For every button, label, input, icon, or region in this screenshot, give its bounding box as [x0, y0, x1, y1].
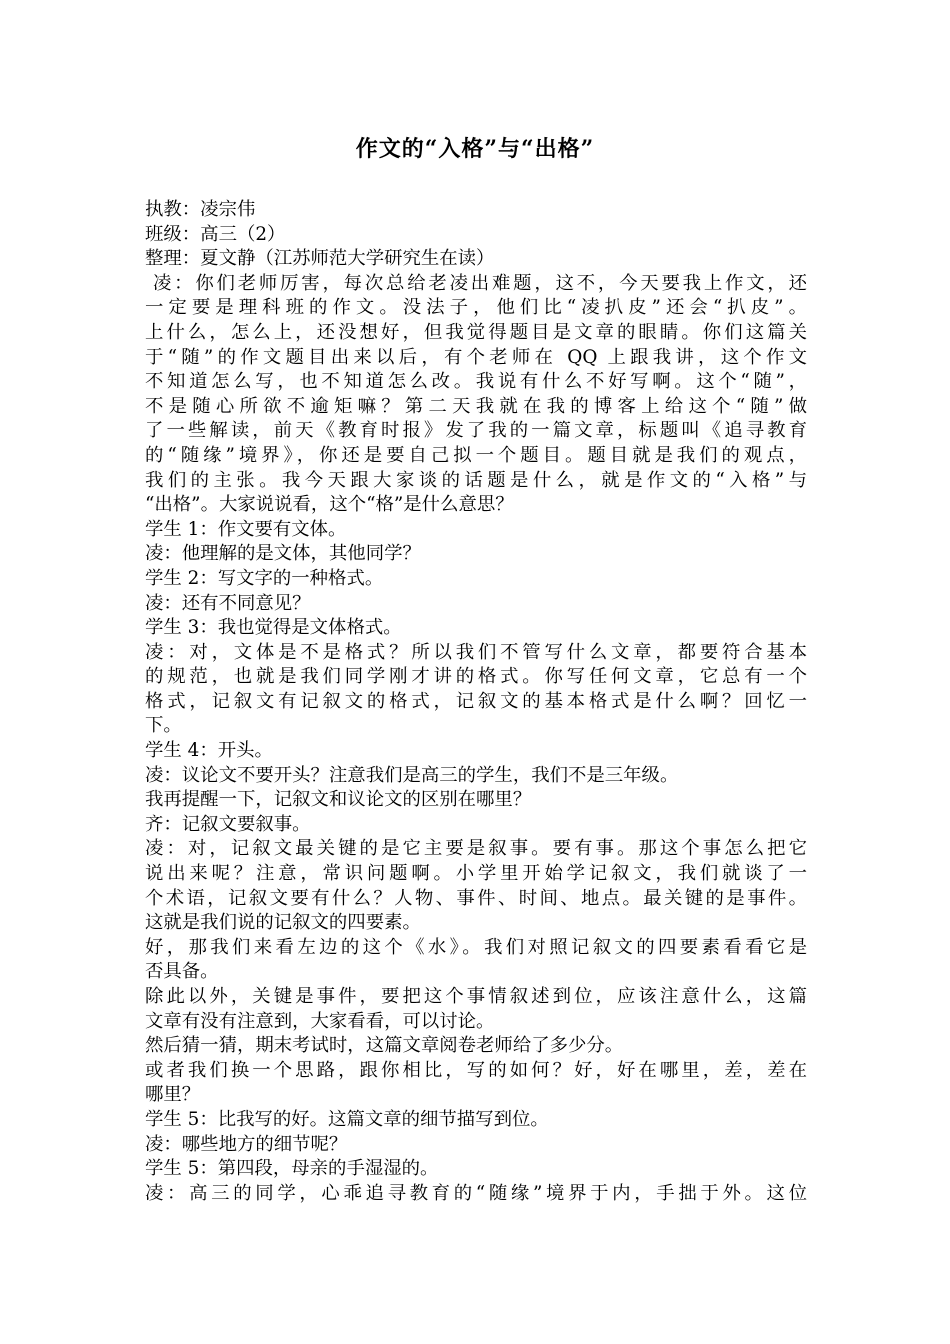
text-line: 凌：高三的同学，心乖追寻教育的“随缘”境界于内，手拙于外。这位 — [145, 1182, 807, 1204]
text-line: 好，那我们来看左边的这个《水》。我们对照记叙文的四要素看看它是 — [145, 936, 807, 958]
text-line: 齐：记叙文要叙事。 — [145, 813, 311, 835]
text-line: 否具备。 — [145, 961, 219, 983]
text-line: 了一些解读，前天《教育时报》发了我的一篇文章，标题叫《追寻教育 — [145, 420, 807, 442]
text-line: 班级：高三（2） — [145, 223, 286, 245]
text-line: 说出来呢？注意，常识问题啊。小学里开始学记叙文，我们就谈了一 — [145, 863, 807, 885]
text-line: 哪里？ — [145, 1084, 201, 1106]
text-line: 凌：他理解的是文体，其他同学？ — [145, 543, 421, 565]
text-line: 凌：对，文体是不是格式？所以我们不管写什么文章，都要符合基本 — [145, 641, 807, 663]
text-line: 凌：对，记叙文最关键的是它主要是叙事。要有事。那这个事怎么把它 — [145, 838, 807, 860]
text-line: 文章有没有注意到，大家看看，可以讨论。 — [145, 1010, 495, 1032]
text-line: “出格”。大家说说看，这个“格”是什么意思？ — [145, 494, 514, 516]
text-line: 这就是我们说的记叙文的四要素。 — [145, 912, 421, 934]
text-line: 或者我们换一个思路，跟你相比，写的如何？好，好在哪里，差，差在 — [145, 1059, 807, 1081]
text-line: 的规范，也就是我们同学刚才讲的格式。你写任何文章，它总有一个 — [145, 666, 807, 688]
text-line: 学生 3：我也觉得是文体格式。 — [145, 617, 402, 639]
document-body — [145, 198, 807, 1206]
text-line: 然后猜一猜，期末考试时，这篇文章阅卷老师给了多少分。 — [145, 1035, 624, 1057]
text-line: 学生 2：写文字的一种格式。 — [145, 567, 384, 589]
text-line: 的“随缘”境界》，你还是要自己拟一个题目。题目就是我们的观点， — [145, 444, 807, 466]
text-line: 学生 5：第四段，母亲的手湿湿的。 — [145, 1158, 439, 1180]
text-line: 凌：哪些地方的细节呢？ — [145, 1133, 348, 1155]
text-line: 凌：你们老师厉害，每次总给老凌出难题，这不，今天要我上作文，还 — [153, 272, 807, 294]
text-line: 学生 5：比我写的好。这篇文章的细节描写到位。 — [145, 1108, 549, 1130]
text-line: 不知道怎么写，也不知道怎么改。我说有什么不好写啊。这个“随”， — [145, 371, 807, 393]
text-line: 学生 4：开头。 — [145, 740, 273, 762]
text-line: 整理：夏文静（江苏师范大学研究生在读） — [145, 248, 495, 270]
text-line: 我再提醒一下，记叙文和议论文的区别在哪里？ — [145, 789, 532, 811]
text-line: 格式，记叙文有记叙文的格式，记叙文的基本格式是什么啊？回忆一 — [145, 690, 807, 712]
text-line: 凌：议论文不要开头？注意我们是高三的学生，我们不是三年级。 — [145, 764, 679, 786]
text-line: 个术语，记叙文要有什么？人物、事件、时间、地点。最关键的是事件。 — [145, 887, 807, 909]
text-line: 下。 — [145, 715, 182, 737]
text-line: 一定要是理科班的作文。没法子，他们比“凌扒皮”还会“扒皮”。 — [145, 297, 807, 319]
text-line: 执教：凌宗伟 — [145, 199, 256, 220]
text-line: 除此以外，关键是事件，要把这个事情叙述到位，应该注意什么，这篇 — [145, 986, 807, 1007]
text-line: 学生 1：作文要有文体。 — [145, 518, 347, 540]
text-line: 上什么，怎么上，还没想好，但我觉得题目是文章的眼睛。你们这篇关 — [145, 321, 807, 343]
text-line: 凌：还有不同意见？ — [145, 592, 311, 614]
document-title: 作文的“入格”与“出格” — [355, 136, 595, 162]
text-line: 于“随”的作文题目出来以后，有个老师在 QQ 上跟我讲，这个作文 — [145, 346, 807, 368]
text-line: 不是随心所欲不逾矩嘛？第二天我就在我的博客上给这个“随”做 — [145, 395, 807, 417]
text-line: 我们的主张。我今天跟大家谈的话题是什么，就是作文的“入格”与 — [145, 469, 807, 491]
